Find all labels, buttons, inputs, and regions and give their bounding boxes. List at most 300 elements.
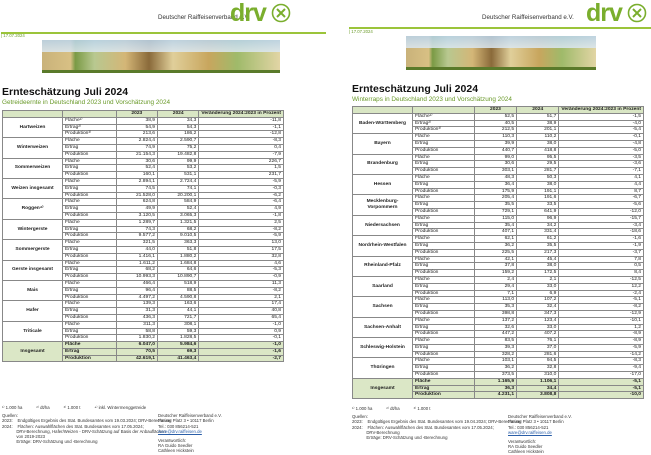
value-cell: -3,6 [559,161,644,168]
value-cell: 29,4 [474,283,516,290]
value-cell: 33,0 [517,324,559,331]
table-row [3,342,284,349]
value-cell: 328,2 [474,351,516,358]
value-cell: 39,3 [474,344,516,351]
value-cell: -5,1 [559,378,644,385]
value-cell: -10,1 [559,317,644,324]
value-cell: -17,0 [559,372,644,379]
value-cell: 4,6 [199,260,284,267]
value-cell: 59,3 [158,328,199,335]
table-row [353,358,644,365]
org-name: Deutscher Raiffeisenverband e.V. [482,14,574,21]
value-cell: 35,5 [474,202,516,209]
row-label: Fläche [413,256,475,263]
value-cell: -12,0 [559,208,644,215]
table-row [353,297,644,304]
value-cell: 52,5 [474,113,516,120]
row-label: Fläche [413,276,475,283]
value-cell: 99,0 [474,154,516,161]
row-label: Fläche [413,358,475,365]
value-cell: 95,5 [517,154,559,161]
value-cell: 6.047,0 [116,342,157,349]
value-cell: 159,2 [474,270,516,277]
value-cell: 373,5 [474,372,516,379]
row-label: Produktion [63,335,117,342]
value-cell: 4.590,8 [158,294,199,301]
value-cell: 7,8 [559,256,644,263]
value-cell: -12,8 [199,131,284,138]
value-cell: 34,4 [517,385,559,392]
row-label: Fläche [413,134,475,141]
header-row [353,107,644,114]
source-line: 2023: Endgültiges Ergebnis des Stat. Bundesamtes vom 19.04.2024; DRV-Berechnung [352,419,522,425]
row-label: Ertrag [413,385,475,392]
table-row [3,138,284,145]
group-label: Saarland [353,276,413,296]
group-label: Sachsen [353,297,413,317]
value-cell: 103,1 [474,358,516,365]
row-label: Ertrag [63,165,117,172]
value-cell: -8,3 [199,138,284,145]
row-label: Fläche [63,321,117,328]
value-cell: 13,0 [199,240,284,247]
value-cell: 52,4 [158,206,199,213]
group-label: Triticale [3,321,63,341]
value-cell: 0,9 [199,328,284,335]
value-cell: 191,6 [517,195,559,202]
value-cell: -3,7 [559,249,644,256]
source-line: 2024: Flächen: Auswahlflächen des Stat. Bundesamtes vom 17.05.2024; [352,424,494,430]
page-title: Ernteschätzung Juli 2024 [352,83,479,95]
value-cell: 76,1 [517,338,559,345]
value-cell: 35,3 [474,304,516,311]
value-cell: -7,9 [199,151,284,158]
value-cell: 38,0 [517,140,559,147]
row-label: Fläche [413,236,475,243]
value-cell: -5,6 [559,202,644,209]
row-label: Fläche [63,342,117,349]
source-line: 2024: Flächen: Auswahlflächen des Stat. Bundesamtes vom 17.05.2024; [2,423,144,429]
date-bar [1,32,327,34]
value-cell: 20.200,1 [158,192,199,199]
value-cell: 518,9 [158,280,199,287]
table-row [3,117,284,124]
value-cell: 99,9 [158,158,199,165]
column-header: 2023 [116,111,157,118]
value-cell: 175,9 [474,188,516,195]
group-label: Hafer [3,301,63,321]
row-label: Fläche [63,138,117,145]
sources-block [352,414,648,454]
footnote: ²⁾ dt/ha [36,405,50,410]
value-cell: 54,9 [116,124,157,131]
value-cell: 163,6 [158,301,199,308]
value-cell: 584,9 [158,199,199,206]
value-cell: 38,0 [517,263,559,270]
row-label: Produktion [413,229,475,236]
row-label: Produktion [413,392,475,399]
table-row [353,236,644,243]
group-label: Mais [3,280,63,300]
row-label: Ertrag [413,222,475,229]
value-cell: 110,3 [474,134,516,141]
contact-line: Pariser Platz 3 • 10117 Berlin [158,418,214,424]
table-row [353,134,644,141]
value-cell: 5.984,6 [158,342,199,349]
value-cell: 123,4 [517,317,559,324]
value-cell: -12,5 [559,276,644,283]
value-cell: 38,0 [517,181,559,188]
group-label: Baden-Württemberg [353,113,413,133]
value-cell: 51,8 [158,246,199,253]
row-label: Fläche [413,378,475,385]
column-header [413,107,475,114]
row-label: Ertrag [413,283,475,290]
table-row [3,260,284,267]
row-label: Ertrag [63,267,117,274]
row-label: Produktion [413,208,475,215]
value-cell: 34,3 [158,117,199,124]
row-label: Ertrag [413,161,475,168]
row-label: Ertrag [413,365,475,372]
source-line: Erträge: DRV-Schätzung und -Berechnung [2,439,98,445]
value-cell: 36,2 [474,242,516,249]
row-label: Fläche [63,219,117,226]
value-cell: 6,9 [517,290,559,297]
row-label: Fläche [413,338,475,345]
group-label: Wintergerste [3,219,63,239]
value-cell: 40,5 [474,120,516,127]
value-cell: 281,6 [517,351,559,358]
contact-block [508,414,572,454]
value-cell: 303,1 [474,168,516,175]
value-cell: 32,8 [517,365,559,372]
footnote: ²⁾ dt/ha [386,406,400,411]
row-label: Produktion [63,172,117,179]
row-label: Fläche [413,154,475,161]
value-cell: 12,2 [559,283,644,290]
value-cell: 186,2 [158,131,199,138]
table-row [353,215,644,222]
group-label: Gerste insgesamt [3,260,63,280]
value-cell: 30,6 [116,158,157,165]
value-cell: 38,9 [116,117,157,124]
page-1 [0,0,326,454]
footnotes [352,406,648,455]
value-cell: 205,4 [474,195,516,202]
value-cell: 110,2 [517,134,559,141]
value-cell: 347,3 [517,310,559,317]
logo-x-circle-icon [271,2,291,22]
row-label: Ertrag [413,263,475,270]
value-cell: 160,1 [116,172,157,179]
value-cell: -0,3 [199,185,284,192]
value-cell: -8,3 [559,358,644,365]
value-cell: 74,9 [116,144,157,151]
source-line: Erträge: DRV-Schätzung und -Berechnung [352,435,448,441]
value-cell: 65,4 [199,314,284,321]
table-row [353,378,644,385]
value-cell: 721,7 [158,314,199,321]
value-cell: 32,8 [199,253,284,260]
value-cell: 2,5 [199,219,284,226]
value-cell: -3,4 [559,222,644,229]
value-cell: -8,2 [199,226,284,233]
footnote: ¹⁾ 1.000 ha [2,405,23,410]
row-label: Fläche [63,280,117,287]
row-label: Ertrag [413,242,475,249]
column-header [63,111,117,118]
group-label: Brandenburg [353,154,413,174]
value-cell: 8,7 [559,188,644,195]
value-cell: -1,9 [559,242,644,249]
row-label: Produktion [413,310,475,317]
value-cell: 39,9 [474,140,516,147]
table-row [353,338,644,345]
value-cell: 33,0 [517,283,559,290]
row-label: Fläche [63,158,117,165]
row-label: Ertrag [63,226,117,233]
logo-x-circle-icon [627,2,647,22]
value-cell: 37,0 [517,344,559,351]
value-cell: 74,3 [116,226,157,233]
value-cell: -5,4 [559,127,644,134]
value-cell: 94,5 [517,358,559,365]
value-cell: 52,4 [116,165,157,172]
value-cell: 201,1 [517,127,559,134]
email-link[interactable]: ware@drv.raiffeisen.de [508,429,552,435]
value-cell: -5,9 [199,233,284,240]
value-cell: 1.880,2 [158,253,199,260]
group-label: Sommerweizen [3,158,63,178]
row-label: Produktion [63,192,117,199]
value-cell: 1.321,5 [158,219,199,226]
row-label: Ertrag [63,348,117,355]
value-cell: 407,1 [474,229,516,236]
row-label: Fläche [63,260,117,267]
value-cell: 40,8 [199,308,284,315]
value-cell: 50,3 [517,174,559,181]
column-header: Veränderung 2024:2023 in Prozent [559,107,644,114]
value-cell: 398,8 [474,310,516,317]
group-label: Sachsen-Anhalt [353,317,413,337]
value-cell: 407,2 [517,331,559,338]
value-cell: -5,9 [199,178,284,185]
row-label: Ertrag [63,206,117,213]
responsible-line: Verantwortlich: [158,438,187,444]
row-label: Produktion [413,270,475,277]
value-cell: 1.165,9 [474,378,516,385]
value-cell: 48,3 [474,174,516,181]
table-row [353,174,644,181]
value-cell: -9,4 [559,365,644,372]
column-header [3,111,63,118]
table-row [3,199,284,206]
value-cell: 729,1 [474,208,516,215]
table-row [353,317,644,324]
value-cell: 31,3 [116,308,157,315]
value-cell: 3.120,5 [116,212,157,219]
value-cell: 436,3 [116,314,157,321]
value-cell: 9.010,5 [158,233,199,240]
responsible-line: Verantwortlich: [508,439,537,445]
table-row [353,256,644,263]
row-label: Ertrag [63,144,117,151]
responsible-line: RA Guido Seedler [508,444,543,450]
group-label: Niedersachsen [353,215,413,235]
value-cell: 96,4 [116,287,157,294]
value-cell: 1.830,2 [116,335,157,342]
value-cell: 74,5 [116,185,157,192]
source-line: von 2019-2023 [2,434,45,440]
value-cell: -18,6 [559,229,644,236]
value-cell: 75,2 [158,144,199,151]
row-label: Ertrag [413,202,475,209]
page-gap [326,0,348,450]
value-cell: 69,3 [158,348,199,355]
table-row [353,195,644,202]
value-cell: 51,7 [517,113,559,120]
drv-logo [230,2,291,26]
value-cell: 9.577,2 [116,233,157,240]
table-row [353,113,644,120]
value-cell: 2,4 [474,276,516,283]
value-cell: -2,7 [199,355,284,362]
value-cell: 4,4 [559,181,644,188]
value-cell: 107,2 [517,297,559,304]
value-cell: -8,2 [199,287,284,294]
value-cell: 624,8 [116,199,157,206]
row-label: Produktion [63,151,117,158]
row-label: Produktion [413,147,475,154]
value-cell: -7,1 [559,168,644,175]
page-subtitle: Winterraps in Deutschland 2023 und Vorschätzung 2024 [352,96,512,103]
group-label: Roggen⁴⁾ [3,199,63,219]
row-label: Fläche [413,317,475,324]
value-cell: 2.824,4 [116,138,157,145]
group-label: Thüringen [353,358,413,378]
column-header: 2024 [158,111,199,118]
value-cell: 4,9 [199,206,284,213]
value-cell: -8,2 [559,304,644,311]
value-cell: -11,8 [199,117,284,124]
value-cell: -6,4 [199,199,284,206]
table-row [3,280,284,287]
table-row [3,178,284,185]
sources-title: Quellen: [352,414,369,420]
value-cell: 4.497,2 [116,294,157,301]
value-cell: -0,1 [199,335,284,342]
row-label: Ertrag [413,344,475,351]
harvest-banner-image [406,36,596,70]
responsible-line: RA Guido Seedler [158,443,193,449]
value-cell: 35,5 [517,242,559,249]
value-cell: 466,4 [116,280,157,287]
email-link[interactable]: ware@drv.raiffeisen.de [158,428,202,434]
contact-line: Deutscher Raiffeisenverband e.V. [508,414,572,420]
value-cell: -12,9 [559,310,644,317]
value-cell: 2.724,4 [158,178,199,185]
value-cell: 4,1 [559,174,644,181]
value-cell: -0,9 [199,274,284,281]
value-cell: -10,0 [559,392,644,399]
value-cell: -5,0 [559,147,644,154]
row-label: Produktion³⁾ [63,131,117,138]
value-cell: -6,7 [559,195,644,202]
sources [352,414,522,454]
value-cell: 10.993,3 [116,274,157,281]
row-label: Ertrag [413,181,475,188]
value-cell: 7,1 [474,290,516,297]
value-cell: 38,9 [517,120,559,127]
row-label: Ertrag [63,246,117,253]
value-cell: -15,7 [559,215,644,222]
value-cell: -5,9 [559,344,644,351]
value-cell: 53,2 [158,165,199,172]
column-header: 2024 [517,107,559,114]
value-cell: 363,3 [158,240,199,247]
group-label: Mecklenburg-Vorpommern [353,195,413,215]
value-cell: 70,5 [116,348,157,355]
value-cell: 32,6 [474,324,516,331]
harvest-banner-image [42,40,280,73]
row-label: Produktion [63,355,117,362]
value-cell: 45,4 [517,256,559,263]
value-cell: -1,5 [559,113,644,120]
value-cell: 331,4 [517,229,559,236]
value-cell: 42.619,1 [116,355,157,362]
value-cell: 96,9 [517,215,559,222]
group-label: Rheinland-Pfalz [353,256,413,276]
row-label: Ertrag [63,308,117,315]
value-cell: 418,8 [517,147,559,154]
value-cell: 321,5 [116,240,157,247]
column-header [353,107,413,114]
value-cell: 36,2 [474,365,516,372]
group-label: Weizen insgesamt [3,178,63,198]
value-cell: -5,1 [559,297,644,304]
row-label: Fläche [63,240,117,247]
value-cell: 34,2 [517,222,559,229]
source-line: DRV-Berechnung, Hafer/Weizen - DRV-Schätzung auf Basis der Anbauflächen [2,428,166,434]
value-cell: 310,0 [517,372,559,379]
table-row [3,158,284,165]
value-cell: 11,3 [199,280,284,287]
value-cell: 217,3 [517,249,559,256]
value-cell: 44,0 [116,246,157,253]
value-cell: 44,1 [158,308,199,315]
value-cell: 29,5 [517,161,559,168]
value-cell: 17,4 [199,301,284,308]
value-cell: 74,1 [158,185,199,192]
value-cell: 32,4 [517,304,559,311]
value-cell: 41.463,4 [158,355,199,362]
contact-line: Deutscher Raiffeisenverband e.V. [158,413,222,419]
value-cell: 54,3 [158,124,199,131]
row-label: Produktion [413,290,475,297]
sources-block [2,413,302,453]
group-label: Schleswig-Holstein [353,338,413,358]
value-cell: 1.289,7 [116,219,157,226]
value-cell: 191,1 [517,188,559,195]
value-cell: 61,2 [517,236,559,243]
row-label: Produktion [413,351,475,358]
value-cell: 2.590,7 [158,138,199,145]
grain-table [2,110,284,362]
value-cell: 137,2 [474,317,516,324]
row-label: Ertrag [413,140,475,147]
group-label: Bayern [353,134,413,154]
